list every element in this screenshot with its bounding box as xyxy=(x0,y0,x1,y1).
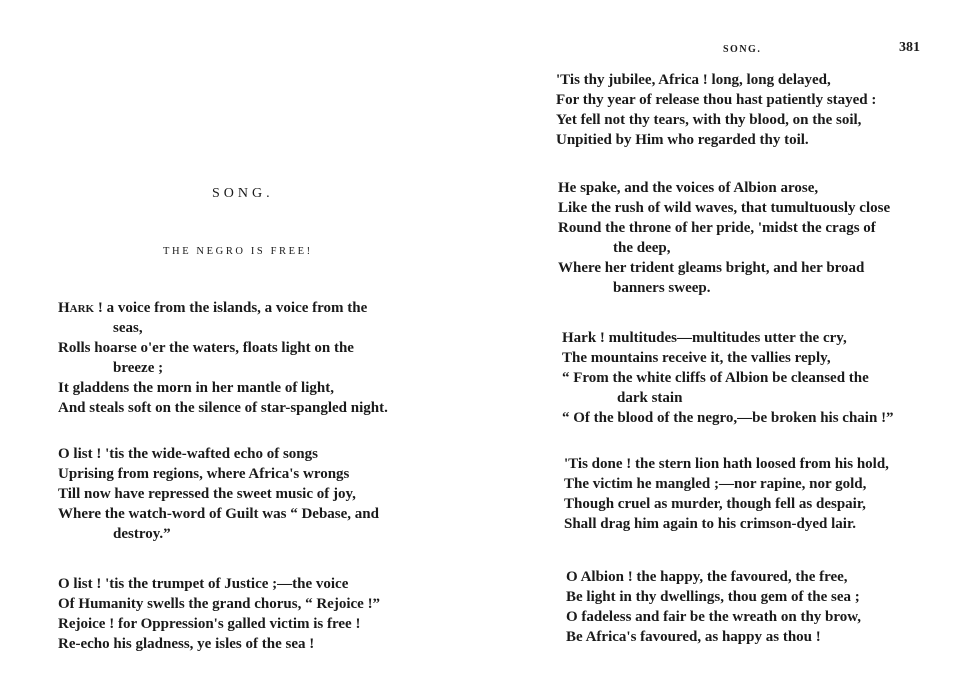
verse-line: the deep, xyxy=(613,240,671,256)
poem-subtitle: THE NEGRO IS FREE! xyxy=(163,246,313,257)
page-number: 381 xyxy=(899,40,920,55)
verse-line: Rejoice ! for Oppression's galled victim is free ! xyxy=(58,616,361,632)
verse-line: Like the rush of wild waves, that tumultuously close xyxy=(558,200,891,216)
stanza-6 xyxy=(562,328,894,428)
verse-line: O fadeless and fair be the wreath on thy brow, xyxy=(566,609,862,625)
stanza-4 xyxy=(556,70,876,150)
verse-line: O list ! 'tis the wide-wafted echo of songs xyxy=(58,446,318,462)
right-page xyxy=(490,0,980,684)
verse-line: Be light in thy dwellings, thou gem of the sea ; xyxy=(566,589,860,605)
verse-line: Though cruel as murder, though fell as despair, xyxy=(564,496,866,512)
stanza-5 xyxy=(558,178,890,298)
verse-line: banners sweep. xyxy=(613,280,711,296)
verse-line: Uprising from regions, where Africa's wrongs xyxy=(58,466,350,482)
verse-line: He spake, and the voices of Albion arose, xyxy=(558,180,819,196)
verse-line: “ Of the blood of the negro,—be broken his chain !” xyxy=(562,410,894,426)
verse-line: Hark ! a voice from the islands, a voice from the xyxy=(58,300,368,316)
verse-line: It gladdens the morn in her mantle of light, xyxy=(58,380,334,396)
verse-line: Unpitied by Him who regarded thy toil. xyxy=(556,132,809,148)
verse-line: 'Tis done ! the stern lion hath loosed from his hold, xyxy=(564,456,889,472)
verse-line: Hark ! multitudes—multitudes utter the cry, xyxy=(562,330,847,346)
stanza-3 xyxy=(58,574,380,654)
stanza-1 xyxy=(58,298,388,418)
verse-line: Round the throne of her pride, 'midst the crags of xyxy=(558,220,876,236)
verse-line: Till now have repressed the sweet music of joy, xyxy=(58,486,356,502)
verse-line: O Albion ! the happy, the favoured, the free, xyxy=(566,569,848,585)
stanza-2 xyxy=(58,444,379,544)
verse-line: “ From the white cliffs of Albion be cleansed the xyxy=(562,370,869,386)
verse-line: 'Tis thy jubilee, Africa ! long, long delayed, xyxy=(556,72,831,88)
verse-line: Be Africa's favoured, as happy as thou ! xyxy=(566,629,821,645)
verse-line: Where her trident gleams bright, and her broad xyxy=(558,260,865,276)
verse-line: And steals soft on the silence of star-spangled night. xyxy=(58,400,388,416)
poem-title: SONG. xyxy=(212,186,274,201)
stanza-7 xyxy=(564,454,889,534)
verse-line: Where the watch-word of Guilt was “ Debase, and xyxy=(58,506,379,522)
verse-line: For thy year of release thou hast patiently stayed : xyxy=(556,92,877,108)
verse-line: Yet fell not thy tears, with thy blood, on the soil, xyxy=(556,112,862,128)
verse-line: Shall drag him again to his crimson-dyed lair. xyxy=(564,516,856,532)
verse-line: The victim he mangled ;—nor rapine, nor gold, xyxy=(564,476,867,492)
verse-line: seas, xyxy=(113,320,143,336)
verse-line: The mountains receive it, the vallies reply, xyxy=(562,350,831,366)
verse-line: destroy.” xyxy=(113,526,171,542)
verse-line: dark stain xyxy=(617,390,683,406)
verse-line: breeze ; xyxy=(113,360,164,376)
running-head: SONG. xyxy=(723,44,762,55)
stanza-8 xyxy=(566,567,861,647)
drop-word: Hark xyxy=(58,300,95,316)
verse-line: Of Humanity swells the grand chorus, “ Rejoice !” xyxy=(58,596,381,612)
verse-line: Re-echo his gladness, ye isles of the sea ! xyxy=(58,636,315,652)
verse-line: O list ! 'tis the trumpet of Justice ;—the voice xyxy=(58,576,349,592)
verse-line: Rolls hoarse o'er the waters, floats light on the xyxy=(58,340,354,356)
